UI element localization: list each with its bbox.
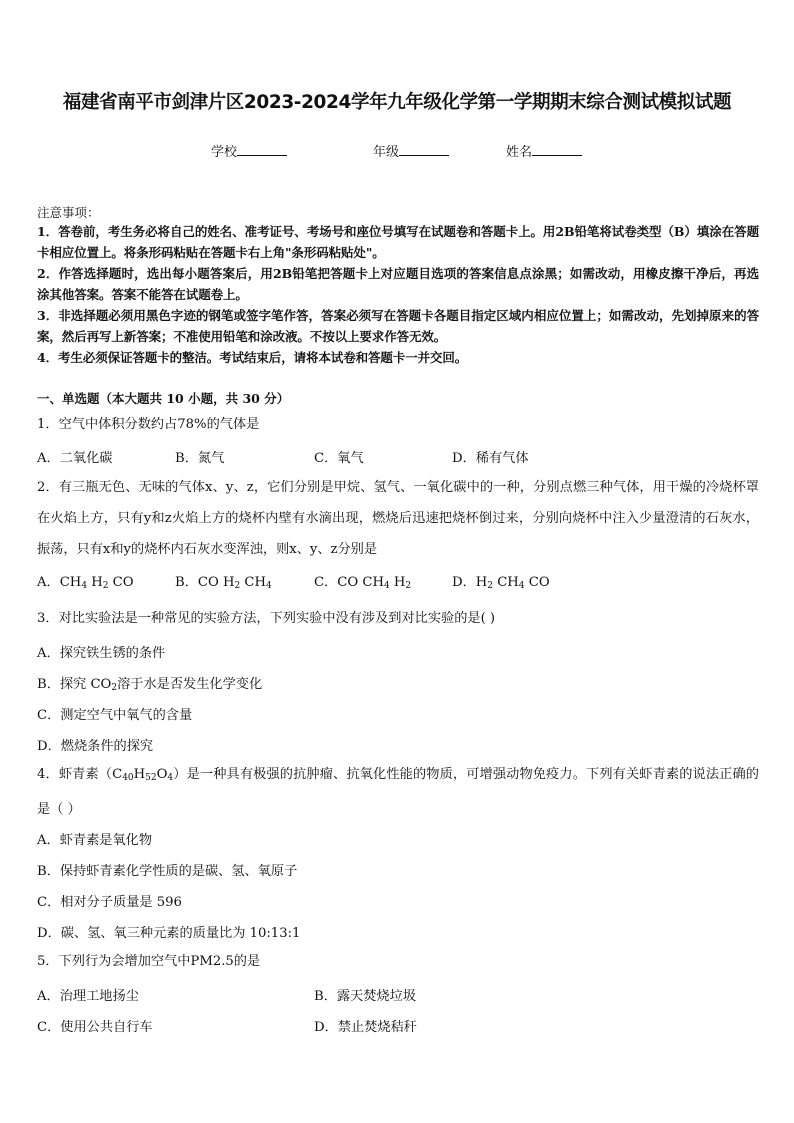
q2-d-sub: 2 xyxy=(487,581,493,591)
q5-option-d: D．禁止焚烧秸秆 xyxy=(314,1020,417,1035)
q3-option-b xyxy=(37,673,262,693)
q2-a-sub: 2 xyxy=(102,581,109,591)
question-3-stem: 3．对比实验法是一种常见的实验方法，下列实验中没有涉及到对比实验的是( ) xyxy=(37,611,496,626)
q3-option-a: A．探究铁生锈的条件 xyxy=(37,646,166,661)
q2-c-text: C．CO CH xyxy=(314,575,384,590)
notes-heading: 注意事项： xyxy=(37,205,100,220)
q2-d-text: D．H xyxy=(452,575,488,590)
q4-option-d: D．碳、氢、氧三种元素的质量比为 10:13:1 xyxy=(37,926,301,941)
q2-a-text: H xyxy=(87,575,103,590)
page-title: 福建省南平市剑津片区2023-2024学年九年级化学第一学期期末综合测试模拟试题 xyxy=(62,92,732,113)
q3-b-text: B．探究 CO xyxy=(37,677,112,692)
q4-option-a: A．虾青素是氧化物 xyxy=(37,833,153,848)
question-1-stem: 1．空气中体积分数约占78%的气体是 xyxy=(37,417,260,432)
q5-option-b: B．露天焚烧垃圾 xyxy=(314,989,417,1004)
q2-a-text: A．CH xyxy=(37,575,82,590)
q1-option-c: C．氧气 xyxy=(314,451,364,466)
q2-a-text: CO xyxy=(108,575,134,590)
q4-sub: 4 xyxy=(167,773,174,783)
q3-b-sub: 2 xyxy=(111,683,118,693)
question-5-stem: 5．下列行为会增加空气中PM2.5的是 xyxy=(37,954,261,969)
note-item: 2．作答选择题时，选出每小题答案后，用2B铅笔把答题卡上对应题目选项的答案信息点涂黑；如需改动，用橡皮擦干净后，再选涂其他答案。答案不能答在试题卷上。 xyxy=(37,266,759,302)
note-item: 4．考生必须保证答题卡的整洁。考试结束后，请将本试卷和答题卡一并交回。 xyxy=(37,350,468,365)
q2-b-sub: 2 xyxy=(234,581,241,591)
q2-d-sub: 4 xyxy=(518,581,525,591)
name-blank xyxy=(532,142,582,156)
q1-option-a: A．二氧化碳 xyxy=(37,451,113,466)
q2-a-sub: 4 xyxy=(81,581,88,591)
q4-text: H xyxy=(133,767,146,782)
name-field xyxy=(506,141,582,160)
grade-label: 年级 xyxy=(373,145,400,160)
q4-sub: 52 xyxy=(145,773,157,783)
q2-b-sub: 4 xyxy=(266,581,272,591)
q2-option-b xyxy=(175,571,272,591)
school-blank xyxy=(237,142,287,156)
school-label: 学校 xyxy=(211,145,238,160)
q2-d-text: CH xyxy=(493,575,519,590)
q4-option-c: C．相对分子质量是 596 xyxy=(37,895,182,910)
grade-field xyxy=(373,141,449,160)
q1-option-d: D．稀有气体 xyxy=(452,451,529,466)
q4-option-b: B．保持虾青素化学性质的是碳、氢、氧原子 xyxy=(37,864,298,879)
q4-sub: 40 xyxy=(122,773,134,783)
question-2-stem: 2．有三瓶无色、无味的气体x、y、z，它们分别是甲烷、氢气、一氧化碳中的一种，分别点燃三种气体，用干燥的冷烧杯罩在火焰上方，只有y和z火焰上方的烧杯内壁有水滴出现，燃烧后迅速把烧杯倒过来，分别向烧杯中注入少量澄清的石灰水，振荡，只有x和y的烧杯内石灰水变浑浊，则x、y、z分别是 xyxy=(37,480,759,557)
q2-option-d xyxy=(452,571,550,591)
school-field xyxy=(211,141,287,160)
q4-text: O xyxy=(156,767,168,782)
q2-option-a xyxy=(37,571,134,591)
note-item: 1．答卷前，考生务必将自己的姓名、准考证号、考场号和座位号填写在试题卷和答题卡上。用2B铅笔将试卷类型（B）填涂在答题卡相应位置上。将条形码粘贴在答题卡右上角"条形码粘贴处"。 xyxy=(37,224,759,260)
q2-c-text: H xyxy=(389,575,406,590)
q4-text: 4．虾青素（C xyxy=(37,767,123,782)
q1-option-b: B．氮气 xyxy=(175,451,225,466)
q2-option-c xyxy=(314,571,411,591)
note-item: 3．非选择题必须用黑色字迹的钢笔或签字笔作答，答案必须写在答题卡各题目指定区域内相应位置上；如需改动，先划掉原来的答案，然后再写上新答案；不准使用铅笔和涂改液。不按以上要求作答无效。 xyxy=(37,308,759,344)
q2-c-sub: 2 xyxy=(405,581,412,591)
name-label: 姓名 xyxy=(506,145,533,160)
q2-b-text: CH xyxy=(240,575,267,590)
q3-option-c: C．测定空气中氧气的含量 xyxy=(37,708,193,723)
grade-blank xyxy=(399,142,449,156)
q4-text: ）是一种具有极强的抗肿瘤、抗氧化性能的物质，可增强动物免疫力。下列有关虾青素的说法正确的是（ ） xyxy=(37,767,759,817)
q3-option-d: D．燃烧条件的探究 xyxy=(37,739,154,754)
q5-option-c: C．使用公共自行车 xyxy=(37,1020,153,1035)
question-4-stem xyxy=(37,759,759,825)
section-title: 一、单选题（本大题共 10 小题，共 30 分） xyxy=(37,391,290,406)
q5-option-a: A．治理工地扬尘 xyxy=(37,989,139,1004)
q3-b-text: 溶于水是否发生化学变化 xyxy=(117,677,263,692)
q2-d-text: CO xyxy=(524,575,550,590)
q2-c-sub: 4 xyxy=(383,581,390,591)
q2-b-text: B．CO H xyxy=(175,575,235,590)
